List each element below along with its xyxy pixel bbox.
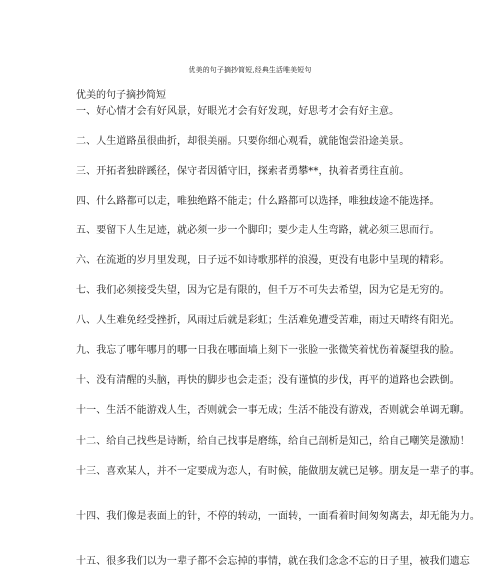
sentence-line-5: 五、要留下人生足迹，就必须一步一个脚印；要少走人生弯路，就必须三思而行。 <box>76 225 440 236</box>
sentence-line-7: 七、我们必须接受失望，因为它是有限的，但千万不可失去希望，因为它是无穷的。 <box>76 285 450 296</box>
sentence-line-3: 三、开拓者独辟蹊径，保守者因循守旧，探索者勇攀**，执着者勇往直前。 <box>76 166 410 177</box>
section-heading: 优美的句子摘抄简短 <box>76 90 166 101</box>
document-title: 优美的句子摘抄简短,经典生活唯美短句 <box>188 66 312 74</box>
sentence-line-12: 十二、给自己找些是诗断，给自己找事是磨练，给自己剖析是知己，给自己嘲笑是激励！ <box>76 436 470 447</box>
sentence-line-14: 十四、我们像是表面上的针，不停的转动，一面转，一面看着时间匆匆离去，却无能为力。 <box>76 511 480 522</box>
sentence-line-8: 八、人生难免经受挫折，风雨过后就是彩虹；生活难免遭受苦难，雨过天晴终有阳光。 <box>76 315 460 326</box>
sentence-line-10: 十、没有清醒的头脑，再快的脚步也会走歪；没有谨慎的步伐，再平的道路也会跌倒。 <box>76 375 460 386</box>
sentence-line-11: 十一、生活不能游戏人生，否则就会一事无成；生活不能没有游戏，否则就会单调无聊。 <box>76 405 470 416</box>
sentence-line-2: 二、人生道路虽很曲折，却很美丽。只要你细心观看，就能饱尝沿途美景。 <box>76 136 410 147</box>
sentence-line-13: 十三、喜欢某人，并不一定要成为恋人，有时候，能做朋友就已足够。朋友是一辈子的事。 <box>76 466 480 477</box>
sentence-line-6: 六、在流逝的岁月里发现，日子远不如诗歌那样的浪漫，更没有电影中呈现的精彩。 <box>76 255 450 266</box>
sentence-line-4: 四、什么路都可以走，唯独绝路不能走；什么路都可以选择，唯独歧途不能选择。 <box>76 196 440 207</box>
sentence-line-9: 九、我忘了哪年哪月的哪一日我在哪面墙上刻下一张脸一张微笑着忧伤着凝望我的脸。 <box>76 345 460 356</box>
sentence-line-15: 十五、很多我们以为一辈子都不会忘掉的事情，就在我们念念不忘的日子里，被我们遗忘 <box>76 556 470 566</box>
sentence-line-1: 一、好心情才会有好风景，好眼光才会有好发现，好思考才会有好主意。 <box>76 106 400 117</box>
